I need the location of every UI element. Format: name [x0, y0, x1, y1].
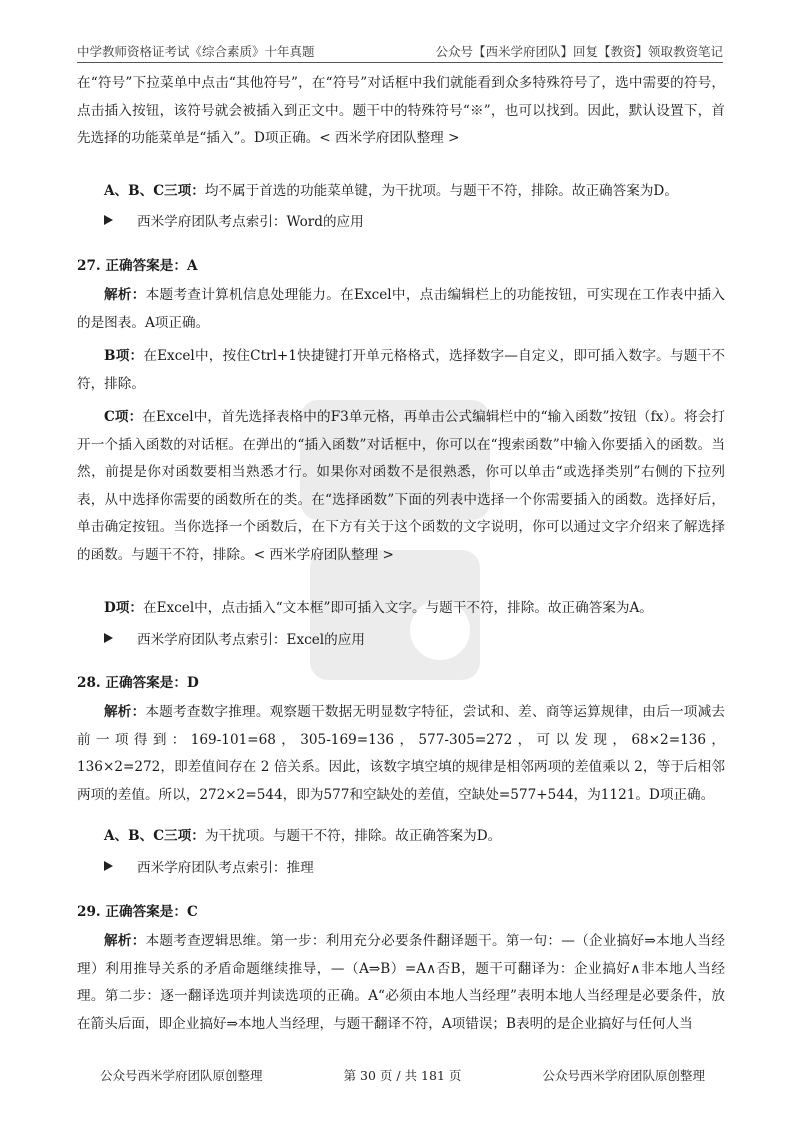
question-29-title: 29. 正确答案是：C: [77, 904, 198, 920]
option-text: 在Excel中，按住Ctrl+1快捷键打开单元格格式，选择数字—自定义，即可插入数字。与题干不符，排除。: [77, 348, 725, 392]
option-label: C项：: [104, 409, 143, 425]
option-label: A、B、C三项：: [104, 828, 205, 844]
q27-option-b: [77, 343, 725, 398]
q27-option-d: [77, 595, 725, 623]
keypoint-text: 西米学府团队考点索引：推理: [137, 860, 314, 876]
intro-paragraph: 在“符号”下拉菜单中点击“其他符号”，在“符号”对话框中我们就能看到众多特殊符号了，选中需要的符号，点击插入按钮，该符号就会被插入到正文中。题干中的特殊符号“※”，也可以找到。因此，默认设置下，首先选择的功能菜单是“插入”。D项正确。< 西米学府团队整理 >: [77, 75, 725, 146]
option-label: D项：: [104, 600, 143, 616]
arrow-bullet-icon: [104, 861, 113, 871]
keypoint-text: 西米学府团队考点索引：Excel的应用: [137, 632, 365, 648]
q27-option-c: [77, 404, 725, 569]
option-text: 为干扰项。与题干不符，排除。故正确答案为D。: [204, 828, 502, 844]
footer-right-note: 公众号西米学府团队原创整理: [542, 1068, 705, 1083]
analysis-text: 本题考查数字推理。观察题干数据无明显数字特征，尝试和、差、商等运算规律，由后一项减去前一项得到：169-101=68，305-169=136，577-305=272，可以发现，68×2=136，136×2=272，即差值间存在 2 倍关系。因此，该数字填空填的规律是相邻两项的差值乘以 2，等于后相邻两项的差值。所以，272×2=544，即为577和空缺处的差值，空缺处=577+544，为1121。D项正确。: [77, 704, 726, 803]
footer-left-note: 公众号西米学府团队原创整理: [100, 1068, 263, 1083]
header-right-note: 公众号【西米学府团队】回复【教资】领取教资笔记: [435, 44, 723, 59]
keypoint-bullet: [104, 628, 365, 648]
option-label: A、B、C三项：: [104, 183, 205, 199]
question-28-title: 28. 正确答案是：D: [77, 675, 199, 691]
arrow-bullet-icon: [104, 215, 113, 225]
arrow-bullet-icon: [104, 633, 113, 643]
keypoint-bullet: [104, 210, 364, 230]
intro-abc-paragraph: [77, 178, 725, 206]
keypoint-text: 西米学府团队考点索引：Word的应用: [137, 214, 364, 230]
option-text: 均不属于首选的功能菜单键，为干扰项。与题干不符，排除。故正确答案为D。: [204, 183, 678, 199]
page-footer: [100, 1064, 705, 1086]
q27-analysis: [77, 282, 725, 337]
question-27-title: 27. 正确答案是：A: [77, 258, 198, 274]
q28-analysis: [77, 699, 725, 809]
page-number: 第 30 页 / 共 181 页: [343, 1068, 462, 1083]
analysis-label: 解析：: [104, 287, 146, 303]
option-text: 在Excel中，点击插入“文本框”即可插入文字。与题干不符，排除。故正确答案为A。: [142, 600, 653, 616]
option-label: B项：: [104, 348, 144, 364]
analysis-label: 解析：: [104, 933, 146, 949]
analysis-text: 本题考查计算机信息处理能力。在Excel中，点击编辑栏上的功能按钮，可实现在工作表中插入的是图表。A项正确。: [77, 287, 725, 331]
option-text: 在Excel中，首先选择表格中的F3单元格，再单击公式编辑栏中的“输入函数”按钮（fx）。将会打开一个插入函数的对话框。在弹出的“插入函数”对话框中，你可以在“搜索函数”中输入你要插入的函数。当然，前提是你对函数要相当熟悉才行。如果你对函数不是很熟悉，你可以单击“或选择类别”右侧的下拉列表，从中选择你需要的函数所在的类。在“选择函数”下面的列表中选择一个你需要插入的函数。选择好后，单击确定按钮。当你选择一个函数后，在下方有关于这个函数的文字说明，你可以通过文字介绍来了解选择的函数。与题干不符，排除。< 西米学府团队整理 >: [77, 409, 725, 563]
q28-option-abc: [77, 823, 725, 851]
header-left-title: 中学教师资格证考试《综合素质》十年真题: [77, 44, 315, 59]
page-header: [77, 40, 723, 63]
keypoint-bullet: [104, 856, 314, 876]
analysis-label: 解析：: [104, 704, 146, 720]
analysis-text: 本题考查逻辑思维。第一步：利用充分必要条件翻译题干。第一句：—（企业搞好⇒本地人当经理）利用推导关系的矛盾命题继续推导，—（A⇒B）=A∧否B，题干可翻译为：企业搞好∧非本地人当经理。第二步：逐一翻译选项并判读选项的正确。A“必须由本地人当经理”表明本地人当经理是必要条件，放在箭头后面，即企业搞好⇒本地人当经理，与题干翻译不符，A项错误；B表明的是企业搞好与任何人当: [77, 933, 726, 1032]
q29-analysis: [77, 928, 725, 1038]
